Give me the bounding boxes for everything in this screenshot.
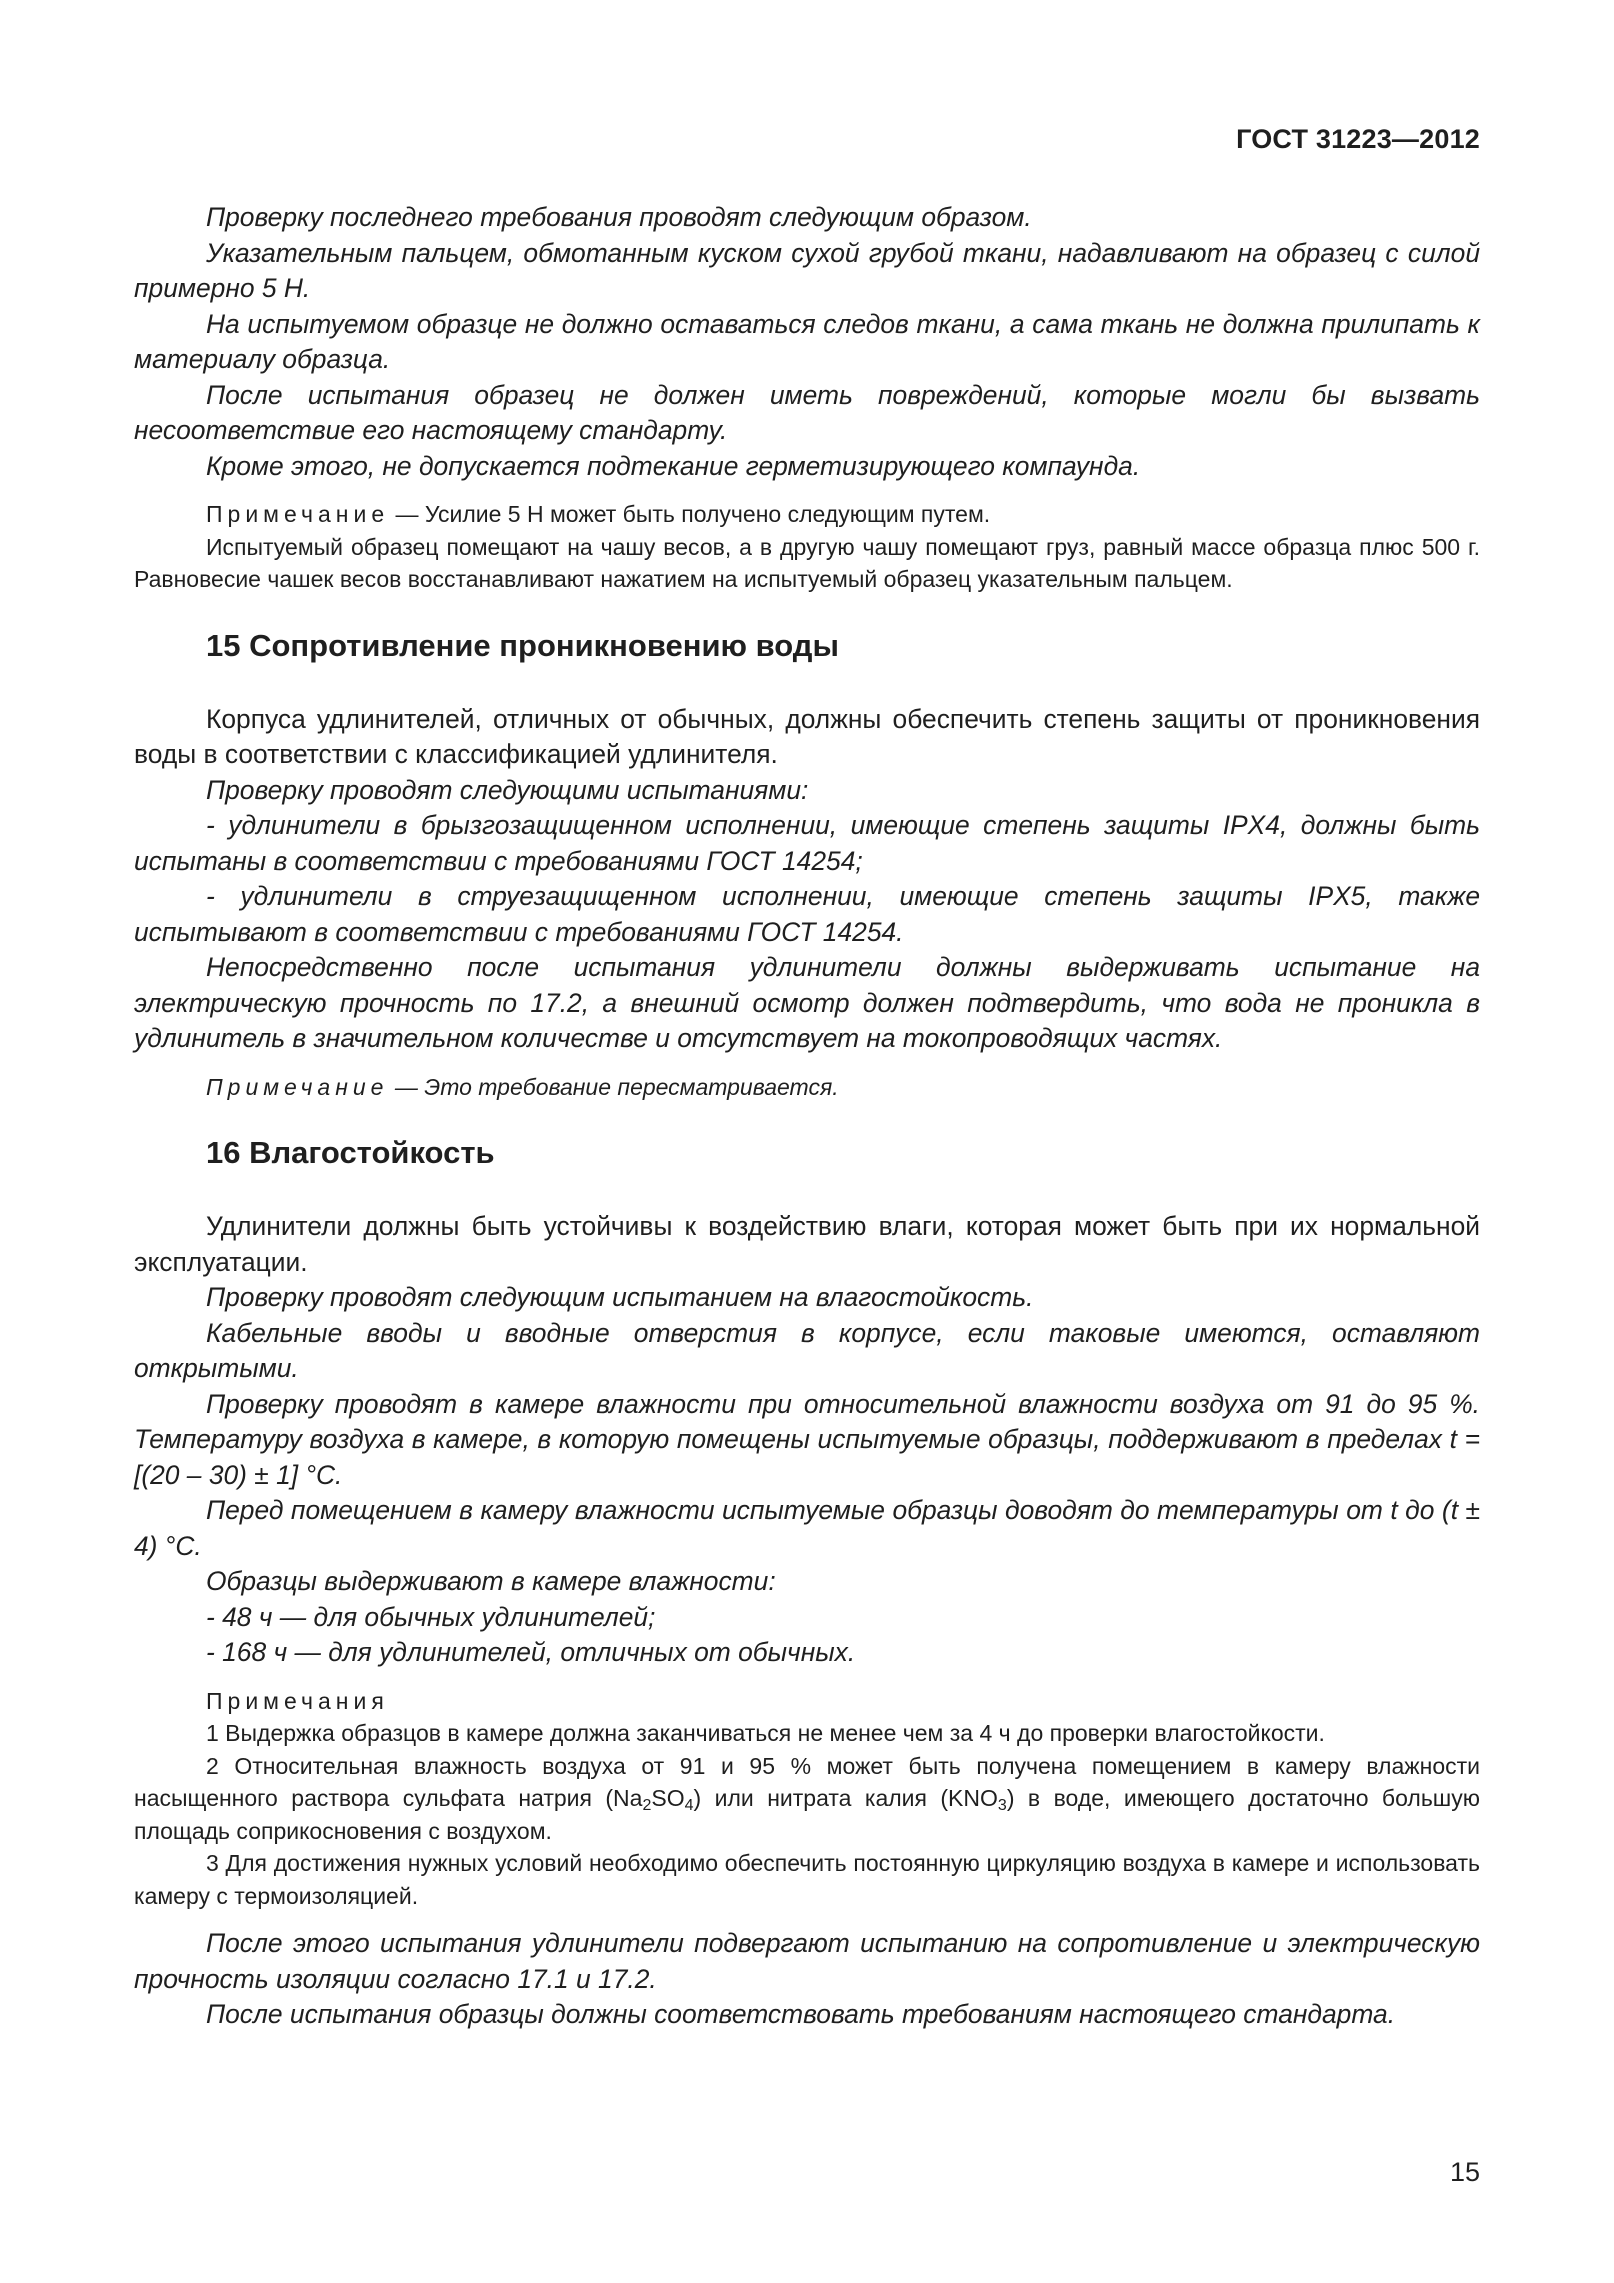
note-label: Примечание	[206, 501, 390, 527]
paragraph: На испытуемом образце не должно оставаться следов ткани, а сама ткань не должна прилипать к материалу образца.	[134, 308, 1480, 374]
note-item-3: 3 Для достижения нужных условий необходимо обеспечить постоянную циркуляцию воздуха в камере и использовать камеру с термоизоляцией.	[134, 1850, 1480, 1909]
note-item-2: 2 Относительная влажность воздуха от 91 и 95 % может быть получена помещением в камеру влажности насыщенного раствора сульфата натрия $(Na_2SO_4)$ или нитрата калия $(KNO_3)$ в воде, имеющего достаточно большую площадь соприкосновения с воздухом.	[134, 1752, 1481, 1844]
paragraph: Корпуса удлинителей, отличных от обычных, должны обеспечить степень защиты от проникновения воды в соответствии с классификацией удлинителя.	[134, 703, 1480, 769]
note	[134, 1071, 1480, 1104]
note-item-1: 1 Выдержка образцов в камере должна заканчиваться не менее чем за 4 ч до проверки влагостойкости.	[206, 1720, 1325, 1746]
list-item: - 168 ч — для удлинителей, отличных от обычных.	[206, 1637, 856, 1667]
paragraph: Проверку проводят в камере влажности при относительной влажности воздуха от 91 до 95 %. Температуру воздуха в камере, в которую помещены испытуемые образцы, поддерживают в пределах t = [(20 – 30) ± 1] °С.	[134, 1388, 1480, 1490]
section-15-title: 15 Сопротивление проникновению воды	[206, 627, 839, 663]
paragraph: Образцы выдерживают в камере влажности:	[206, 1566, 776, 1596]
paragraph: Перед помещением в камеру влажности испытуемые образцы доводят до температуры от t до (t ± 4) °С.	[134, 1495, 1480, 1561]
paragraph: Проверку проводят следующим испытанием на влагостойкость.	[206, 1282, 1034, 1312]
paragraph: После испытания образец не должен иметь повреждений, которые могли бы вызвать несоответствие его настоящему стандарту.	[134, 379, 1480, 445]
note-text: — Усилие 5 Н может быть получено следующим путем.	[389, 501, 991, 527]
paragraph: Удлинители должны быть устойчивы к воздействию влаги, которая может быть при их нормальной эксплуатации.	[134, 1211, 1480, 1277]
note-paragraph: Испытуемый образец помещают на чашу весов, а в другую чашу помещают груз, равный массе образца плюс 500 г. Равновесие чашек весов восстанавливают нажатием на испытуемый образец указательным пальцем.	[134, 533, 1480, 592]
note-text: — Это требование пересматривается.	[388, 1073, 839, 1100]
paragraph: Непосредственно после испытания удлинители должны выдерживать испытание на электрическую прочность по 17.2, а внешний осмотр должен подтвердить, что вода не проникла в удлинитель в значительном количестве и отсутствует на токопроводящих частях.	[134, 952, 1480, 1053]
paragraph: Проверку проводят следующими испытаниями:	[206, 774, 809, 805]
section-16-title: 16 Влагостойкость	[206, 1135, 495, 1170]
list-item: - 48 ч — для обычных удлинителей;	[206, 1601, 656, 1632]
paragraph: Кабельные вводы и вводные отверстия в корпусе, если таковые имеются, оставляют открытыми.	[134, 1317, 1480, 1383]
paragraph: Кроме этого, не допускается подтекание герметизирующего компаунда.	[206, 450, 1141, 481]
note	[134, 498, 1480, 531]
document-id-header: ГОСТ 31223—2012	[1236, 124, 1480, 154]
paragraph: После этого испытания удлинители подвергают испытанию на сопротивление и электрическую прочность изоляции согласно 17.1 и 17.2.	[134, 1928, 1480, 1994]
list-item: - удлинители в струезащищенном исполнении, имеющие степень защиты IPX5, также испытывают в соответствии с требованиями ГОСТ 14254.	[134, 881, 1480, 947]
page-number: 15	[1449, 2157, 1480, 2187]
paragraph: После испытания образцы должны соответствовать требованиям настоящего стандарта.	[206, 1999, 1396, 2029]
paragraph: Проверку последнего требования проводят следующим образом.	[206, 202, 1032, 232]
paragraph: Указательным пальцем, обмотанным куском сухой грубой ткани, надавливают на образец с силой примерно 5 Н.	[134, 237, 1480, 303]
page-content	[134, 200, 1480, 2033]
list-item: - удлинители в брызгозащищенном исполнении, имеющие степень защиты IPX4, должны быть испытаны в соответствии с требованиями ГОСТ 14254;	[134, 810, 1480, 876]
notes-label: Примечания	[206, 1687, 389, 1714]
note-label: Примечание	[206, 1073, 389, 1100]
